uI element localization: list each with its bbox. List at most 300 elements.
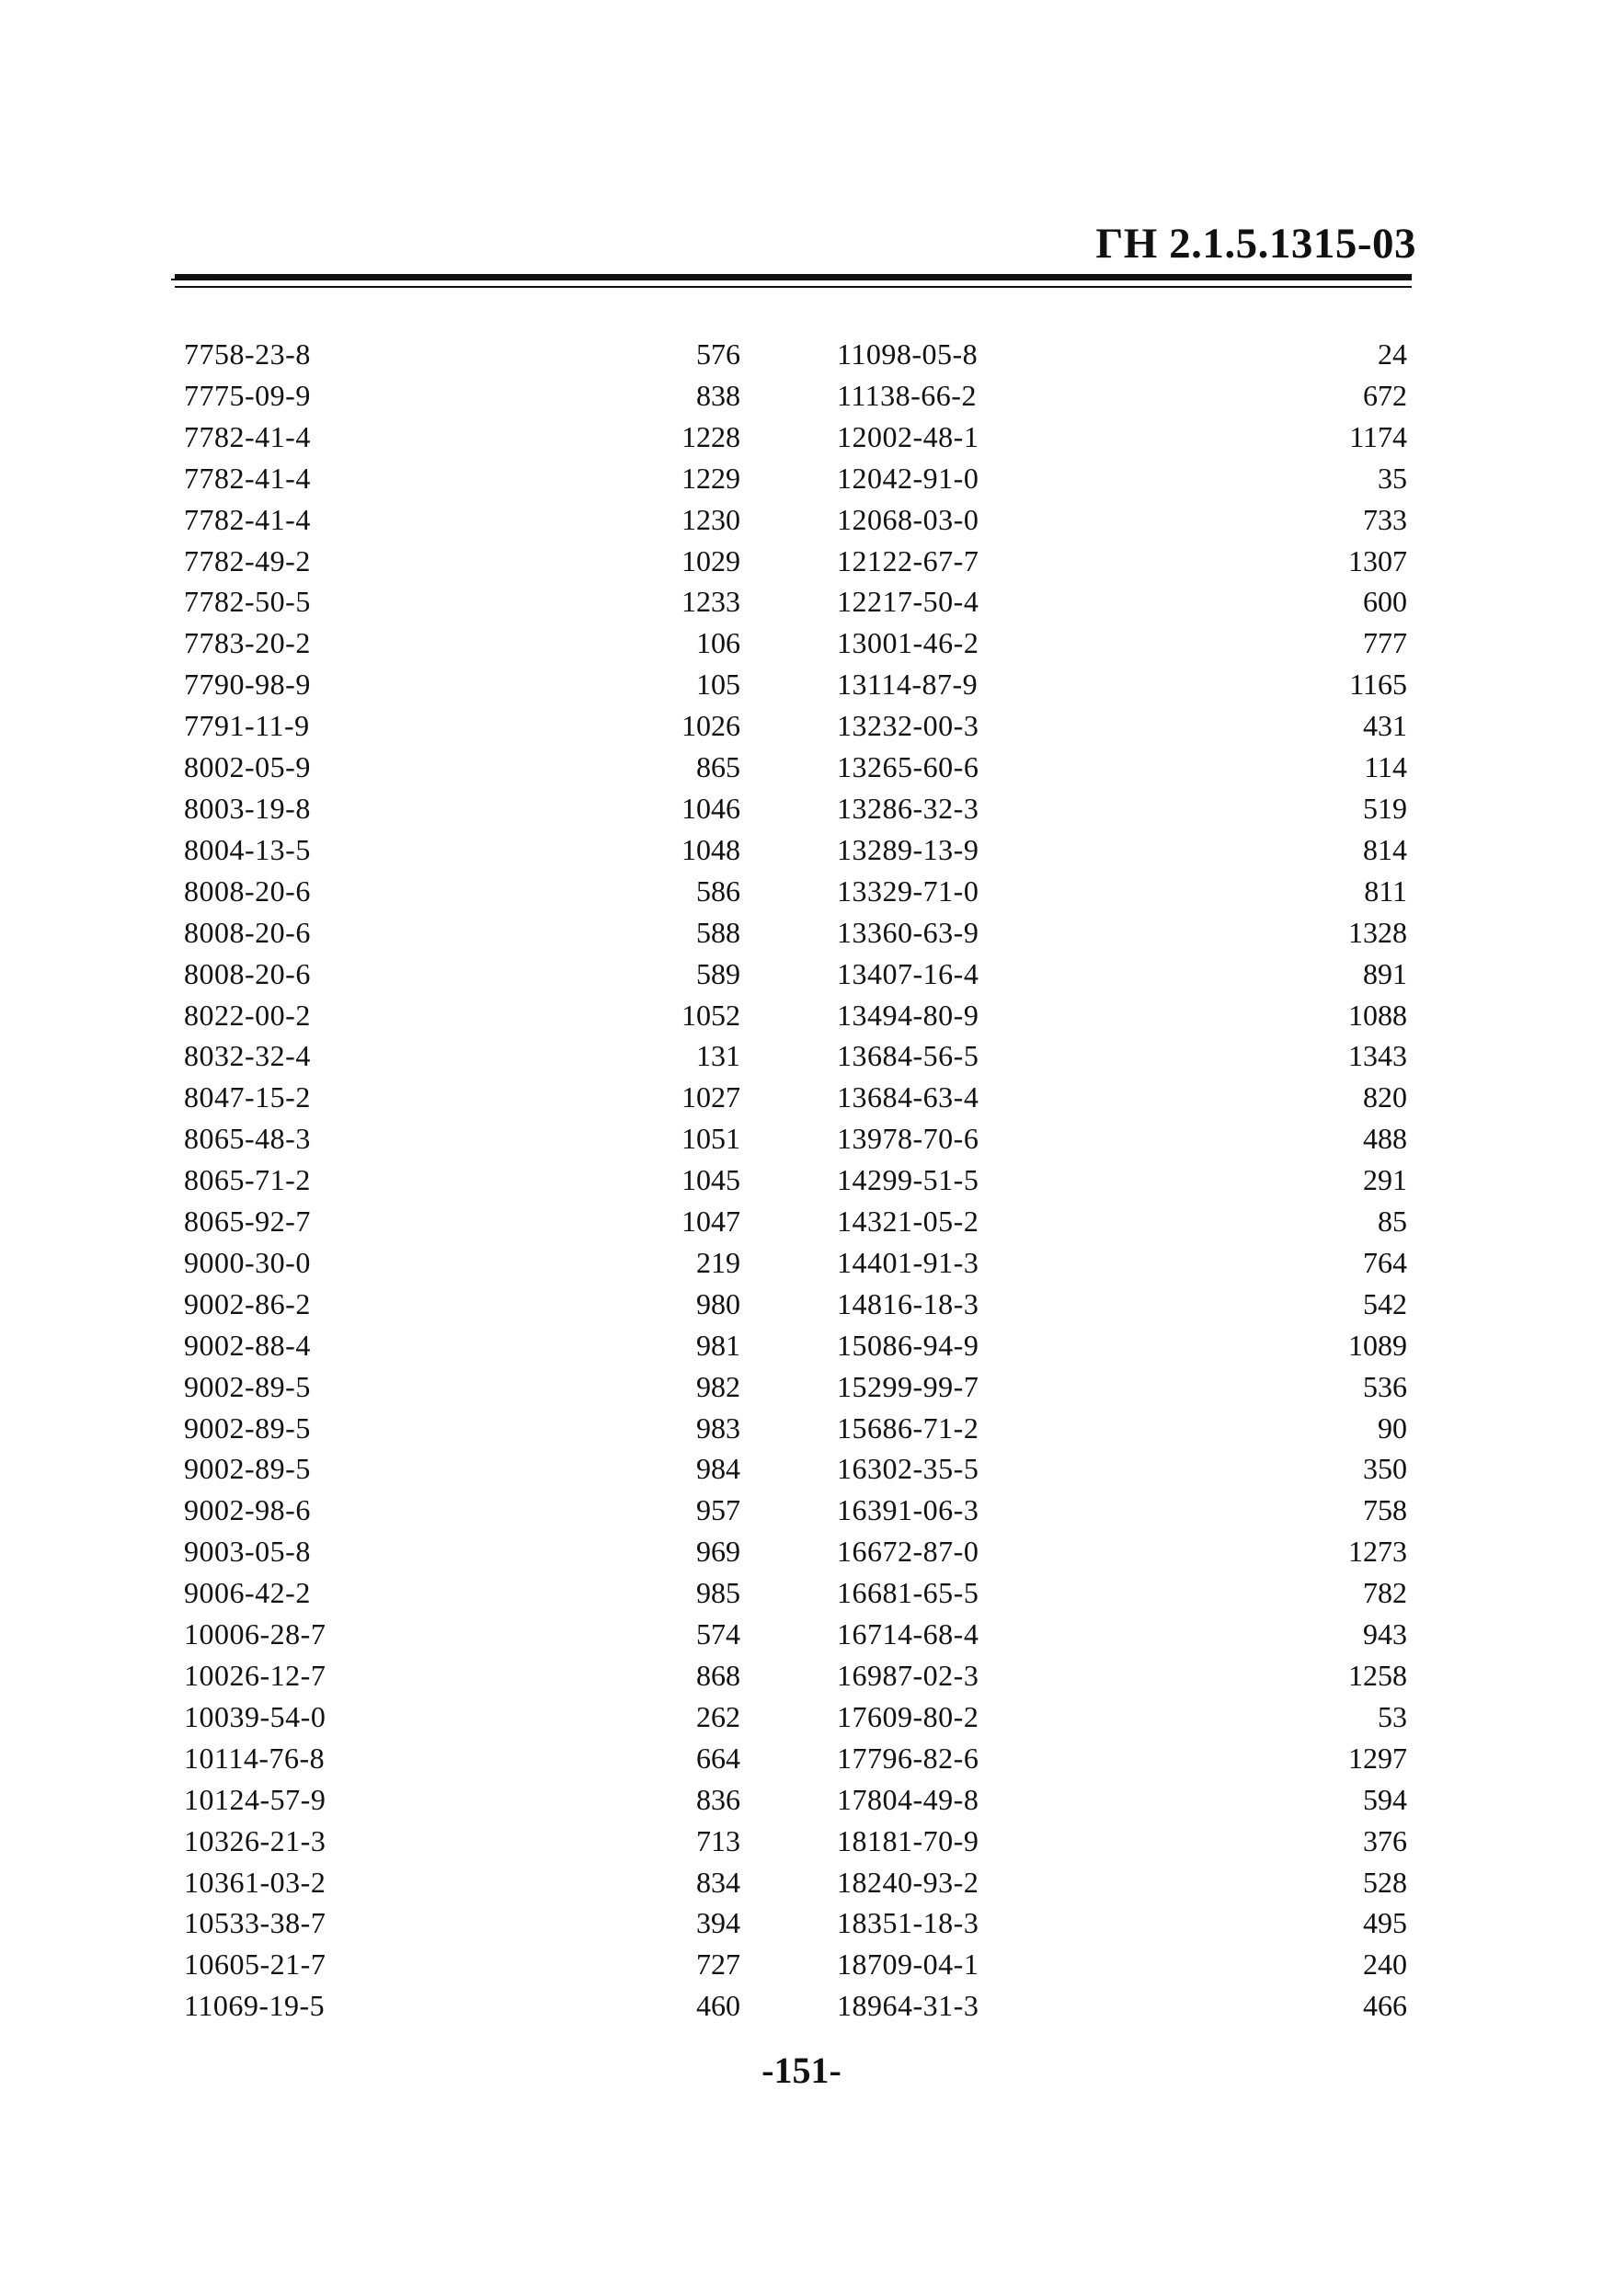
cas-number: 11098-05-8: [837, 337, 979, 371]
row-margin: [1407, 1531, 1603, 1572]
row-margin: [1407, 1985, 1603, 2027]
entry-number: 838: [696, 378, 740, 412]
cas-number: 9002-89-5: [184, 1369, 311, 1403]
cas-number: 9002-86-2: [184, 1286, 311, 1320]
row-margin: [1407, 375, 1603, 417]
cas-number: 12217-50-4: [837, 585, 979, 619]
row-margin: [0, 1902, 184, 1944]
entry-number: 1047: [681, 1205, 740, 1239]
cas-number: 16987-02-3: [837, 1659, 979, 1692]
column-gap: [740, 458, 837, 499]
row-margin: [1407, 1035, 1603, 1077]
row-margin: [1407, 1655, 1603, 1696]
entry-number: 981: [696, 1328, 740, 1362]
column-gap: [740, 1614, 837, 1655]
cas-number: 8003-19-8: [184, 791, 311, 825]
column-gap: [740, 664, 837, 705]
cas-number: 9002-89-5: [184, 1411, 311, 1445]
entry-number: 672: [1363, 378, 1407, 412]
entry-number: 836: [696, 1782, 740, 1816]
entry-number: 519: [1363, 791, 1407, 825]
row-margin: [0, 829, 184, 871]
column-gap: [740, 1944, 837, 1985]
row-margin: [0, 1738, 184, 1779]
cas-number: 12042-91-0: [837, 461, 979, 495]
column-gap: [740, 1572, 837, 1614]
entry-number: 982: [696, 1369, 740, 1403]
row-margin: [0, 458, 184, 499]
entry-number: 594: [1363, 1782, 1407, 1816]
table-row: [0, 1035, 1603, 1077]
cas-number: 18181-70-9: [837, 1823, 979, 1857]
entry-number: 240: [1363, 1948, 1407, 1982]
row-margin: [0, 705, 184, 747]
row-margin: [0, 417, 184, 458]
row-margin: [1407, 995, 1603, 1036]
entry-number: 1328: [1348, 915, 1407, 949]
row-margin: [0, 1284, 184, 1325]
table-row: [0, 1779, 1603, 1821]
row-margin: [0, 912, 184, 954]
row-margin: [0, 581, 184, 623]
entry-number: 114: [1364, 750, 1407, 784]
cas-number: 18351-18-3: [837, 1906, 979, 1940]
table-row: [0, 1366, 1603, 1408]
cas-number: 11069-19-5: [184, 1989, 326, 2023]
row-margin: [0, 375, 184, 417]
entry-number: 53: [1378, 1699, 1407, 1733]
cas-number: 12002-48-1: [837, 419, 979, 453]
row-margin: [0, 1985, 184, 2027]
cas-number: 8065-92-7: [184, 1205, 311, 1239]
cas-number: 7782-49-2: [184, 543, 311, 577]
table-row: [0, 623, 1603, 664]
row-margin: [1407, 1408, 1603, 1449]
cas-number: 10533-38-7: [184, 1906, 326, 1940]
table-row: [0, 1531, 1603, 1572]
row-margin: [0, 1366, 184, 1408]
cas-number: 17609-80-2: [837, 1699, 979, 1733]
row-margin: [0, 1077, 184, 1118]
table-row: [0, 1325, 1603, 1366]
entry-number: 664: [696, 1741, 740, 1775]
column-gap: [740, 1242, 837, 1284]
cas-number: 12122-67-7: [837, 543, 979, 577]
table-row: [0, 499, 1603, 541]
cas-number: 8032-32-4: [184, 1039, 311, 1073]
row-margin: [0, 334, 184, 375]
entry-number: 891: [1363, 956, 1407, 990]
cas-number: 18709-04-1: [837, 1948, 979, 1982]
cas-number: 7758-23-8: [184, 337, 311, 371]
entry-number: 1307: [1348, 543, 1407, 577]
cas-index-rows: [0, 334, 1603, 2027]
row-margin: [0, 954, 184, 995]
entry-number: 106: [696, 626, 740, 660]
entry-number: 984: [696, 1452, 740, 1486]
entry-number: 1230: [681, 502, 740, 536]
column-gap: [740, 581, 837, 623]
column-gap: [740, 334, 837, 375]
entry-number: 291: [1363, 1163, 1407, 1197]
row-margin: [0, 995, 184, 1036]
entry-number: 1089: [1348, 1328, 1407, 1362]
entry-number: 1045: [681, 1163, 740, 1197]
column-gap: [740, 1077, 837, 1118]
cas-number: 14321-05-2: [837, 1205, 979, 1239]
row-margin: [0, 1696, 184, 1738]
column-gap: [740, 1862, 837, 1903]
row-margin: [0, 1572, 184, 1614]
column-gap: [740, 375, 837, 417]
cas-number: 13360-63-9: [837, 915, 979, 949]
row-margin: [1407, 623, 1603, 664]
table-row: [0, 1821, 1603, 1862]
row-margin: [1407, 1201, 1603, 1242]
table-row: [0, 1902, 1603, 1944]
row-margin: [0, 1655, 184, 1696]
cas-number: 17796-82-6: [837, 1741, 979, 1775]
column-gap: [740, 954, 837, 995]
entry-number: 969: [696, 1535, 740, 1569]
entry-number: 24: [1378, 337, 1407, 371]
cas-number: 16681-65-5: [837, 1576, 979, 1610]
column-gap: [740, 1902, 837, 1944]
table-row: [0, 1862, 1603, 1903]
row-margin: [1407, 664, 1603, 705]
row-margin: [1407, 705, 1603, 747]
row-margin: [0, 1242, 184, 1284]
column-gap: [740, 1201, 837, 1242]
cas-number: 8065-48-3: [184, 1122, 311, 1156]
table-row: [0, 1242, 1603, 1284]
cas-number: 10039-54-0: [184, 1699, 326, 1733]
table-row: [0, 1490, 1603, 1531]
row-margin: [0, 1862, 184, 1903]
column-gap: [740, 788, 837, 829]
cas-number: 15299-99-7: [837, 1369, 979, 1403]
table-row: [0, 581, 1603, 623]
row-margin: [1407, 541, 1603, 582]
row-margin: [0, 1325, 184, 1366]
entry-number: 600: [1363, 585, 1407, 619]
row-margin: [0, 664, 184, 705]
entry-number: 1026: [681, 709, 740, 743]
row-margin: [0, 1118, 184, 1159]
row-margin: [1407, 1614, 1603, 1655]
row-margin: [1407, 334, 1603, 375]
cas-number: 8004-13-5: [184, 832, 311, 866]
entry-number: 460: [696, 1989, 740, 2023]
column-gap: [740, 747, 837, 788]
cas-number: 8008-20-6: [184, 874, 311, 908]
column-gap: [740, 1490, 837, 1531]
document-code: ГН 2.1.5.1315-03: [1095, 220, 1416, 268]
cas-number: 8008-20-6: [184, 915, 311, 949]
entry-number: 350: [1363, 1452, 1407, 1486]
row-margin: [0, 788, 184, 829]
row-margin: [0, 1159, 184, 1201]
cas-number: 7775-09-9: [184, 378, 311, 412]
cas-number: 7791-11-9: [184, 709, 310, 743]
cas-number: 13494-80-9: [837, 998, 979, 1032]
row-margin: [1407, 747, 1603, 788]
column-gap: [740, 1655, 837, 1696]
cas-number: 7783-20-2: [184, 626, 311, 660]
cas-number: 16672-87-0: [837, 1535, 979, 1569]
row-margin: [1407, 1159, 1603, 1201]
row-margin: [0, 1035, 184, 1077]
cas-number: 13684-56-5: [837, 1039, 979, 1073]
entry-number: 1233: [681, 585, 740, 619]
table-row: [0, 1118, 1603, 1159]
column-gap: [740, 1531, 837, 1572]
cas-number: 9006-42-2: [184, 1576, 311, 1610]
cas-number: 10114-76-8: [184, 1741, 326, 1775]
row-margin: [1407, 1325, 1603, 1366]
cas-number: 13978-70-6: [837, 1122, 979, 1156]
cas-number: 8008-20-6: [184, 956, 311, 990]
column-gap: [740, 1408, 837, 1449]
column-gap: [740, 623, 837, 664]
column-gap: [740, 912, 837, 954]
cas-number: 14401-91-3: [837, 1245, 979, 1279]
header-rule-thick: [175, 274, 1412, 280]
cas-number: 7782-41-4: [184, 502, 311, 536]
cas-number: 16714-68-4: [837, 1617, 979, 1651]
row-margin: [1407, 1118, 1603, 1159]
row-margin: [0, 1944, 184, 1985]
cas-number: 16302-35-5: [837, 1452, 979, 1486]
row-margin: [1407, 1779, 1603, 1821]
entry-number: 536: [1363, 1369, 1407, 1403]
table-row: [0, 954, 1603, 995]
table-row: [0, 1655, 1603, 1696]
table-row: [0, 1985, 1603, 2027]
row-margin: [1407, 871, 1603, 912]
table-row: [0, 871, 1603, 912]
column-gap: [740, 1325, 837, 1366]
entry-number: 394: [696, 1906, 740, 1940]
table-row: [0, 1408, 1603, 1449]
row-margin: [1407, 499, 1603, 541]
row-margin: [0, 623, 184, 664]
entry-number: 713: [696, 1823, 740, 1857]
row-margin: [1407, 1696, 1603, 1738]
cas-number: 15086-94-9: [837, 1328, 979, 1362]
table-row: [0, 458, 1603, 499]
table-row: [0, 334, 1603, 375]
entry-number: 131: [696, 1039, 740, 1073]
table-row: [0, 375, 1603, 417]
table-row: [0, 1159, 1603, 1201]
entry-number: 1052: [681, 998, 740, 1032]
column-gap: [740, 1985, 837, 2027]
cas-number: 10361-03-2: [184, 1865, 326, 1899]
entry-number: 814: [1363, 832, 1407, 866]
entry-number: 90: [1378, 1411, 1407, 1445]
row-margin: [0, 1614, 184, 1655]
table-row: [0, 788, 1603, 829]
table-row: [0, 747, 1603, 788]
entry-number: 35: [1378, 461, 1407, 495]
entry-number: 727: [696, 1948, 740, 1982]
entry-number: 811: [1364, 874, 1407, 908]
table-row: [0, 664, 1603, 705]
table-row: [0, 1696, 1603, 1738]
cas-number: 10326-21-3: [184, 1823, 326, 1857]
table-row: [0, 829, 1603, 871]
entry-number: 777: [1363, 626, 1407, 660]
entry-number: 782: [1363, 1576, 1407, 1610]
column-gap: [740, 995, 837, 1036]
table-row: [0, 1614, 1603, 1655]
row-margin: [1407, 1862, 1603, 1903]
entry-number: 262: [696, 1699, 740, 1733]
column-gap: [740, 1366, 837, 1408]
cas-number: 9003-05-8: [184, 1535, 311, 1569]
cas-number: 10605-21-7: [184, 1948, 326, 1982]
row-margin: [0, 747, 184, 788]
cas-number: 7782-41-4: [184, 419, 311, 453]
page-number: -151-: [761, 2050, 842, 2091]
entry-number: 980: [696, 1286, 740, 1320]
entry-number: 834: [696, 1865, 740, 1899]
entry-number: 431: [1363, 709, 1407, 743]
cas-index-table: [0, 334, 1603, 2027]
cas-number: 8002-05-9: [184, 750, 311, 784]
cas-number: 9002-89-5: [184, 1452, 311, 1486]
table-row: [0, 1284, 1603, 1325]
row-margin: [1407, 1242, 1603, 1284]
column-gap: [740, 829, 837, 871]
column-gap: [740, 705, 837, 747]
entry-number: 943: [1363, 1617, 1407, 1651]
row-margin: [0, 1490, 184, 1531]
column-gap: [740, 1448, 837, 1490]
cas-number: 11138-66-2: [837, 378, 977, 412]
cas-number: 12068-03-0: [837, 502, 979, 536]
cas-number: 13684-63-4: [837, 1080, 979, 1114]
cas-number: 7782-50-5: [184, 585, 311, 619]
cas-number: 13329-71-0: [837, 874, 979, 908]
table-row: [0, 1572, 1603, 1614]
table-row: [0, 1944, 1603, 1985]
entry-number: 586: [696, 874, 740, 908]
entry-number: 957: [696, 1493, 740, 1527]
column-gap: [740, 1118, 837, 1159]
entry-number: 985: [696, 1576, 740, 1610]
row-margin: [1407, 912, 1603, 954]
entry-number: 1174: [1349, 419, 1407, 453]
entry-number: 85: [1378, 1205, 1407, 1239]
entry-number: 576: [696, 337, 740, 371]
entry-number: 1027: [681, 1080, 740, 1114]
table-row: [0, 705, 1603, 747]
cas-number: 18240-93-2: [837, 1865, 979, 1899]
row-margin: [0, 1779, 184, 1821]
entry-number: 1273: [1348, 1535, 1407, 1569]
cas-number: 13001-46-2: [837, 626, 979, 660]
entry-number: 1229: [681, 461, 740, 495]
row-margin: [1407, 1490, 1603, 1531]
row-margin: [1407, 417, 1603, 458]
cas-number: 13265-60-6: [837, 750, 979, 784]
column-gap: [740, 541, 837, 582]
row-margin: [1407, 581, 1603, 623]
entry-number: 219: [696, 1245, 740, 1279]
entry-number: 820: [1363, 1080, 1407, 1114]
row-margin: [1407, 1366, 1603, 1408]
row-margin: [0, 871, 184, 912]
entry-number: 1029: [681, 543, 740, 577]
row-margin: [1407, 1944, 1603, 1985]
entry-number: 495: [1363, 1906, 1407, 1940]
table-row: [0, 417, 1603, 458]
entry-number: 764: [1363, 1245, 1407, 1279]
cas-number: 18964-31-3: [837, 1989, 979, 2023]
cas-number: 8047-15-2: [184, 1080, 311, 1114]
entry-number: 1165: [1349, 668, 1407, 702]
row-margin: [1407, 1572, 1603, 1614]
column-gap: [740, 871, 837, 912]
cas-number: 13286-32-3: [837, 791, 979, 825]
column-gap: [740, 499, 837, 541]
cas-number: 14299-51-5: [837, 1163, 979, 1197]
row-margin: [0, 1531, 184, 1572]
column-gap: [740, 1159, 837, 1201]
table-row: [0, 995, 1603, 1036]
entry-number: 983: [696, 1411, 740, 1445]
cas-number: 10124-57-9: [184, 1782, 326, 1816]
column-gap: [740, 1035, 837, 1077]
table-row: [0, 1448, 1603, 1490]
entry-number: 1088: [1348, 998, 1407, 1032]
entry-number: 1228: [681, 419, 740, 453]
row-margin: [1407, 788, 1603, 829]
entry-number: 528: [1363, 1865, 1407, 1899]
header-rule-thin: [175, 286, 1412, 288]
entry-number: 758: [1363, 1493, 1407, 1527]
column-gap: [740, 1738, 837, 1779]
cas-number: 13232-00-3: [837, 709, 979, 743]
row-margin: [1407, 954, 1603, 995]
table-row: [0, 1077, 1603, 1118]
row-margin: [0, 541, 184, 582]
table-row: [0, 541, 1603, 582]
entry-number: 105: [696, 668, 740, 702]
column-gap: [740, 1696, 837, 1738]
row-margin: [1407, 1902, 1603, 1944]
entry-number: 1343: [1348, 1039, 1407, 1073]
cas-number: 16391-06-3: [837, 1493, 979, 1527]
entry-number: 733: [1363, 502, 1407, 536]
column-gap: [740, 1779, 837, 1821]
column-gap: [740, 417, 837, 458]
entry-number: 376: [1363, 1823, 1407, 1857]
entry-number: 1297: [1348, 1741, 1407, 1775]
row-margin: [1407, 1738, 1603, 1779]
row-margin: [0, 1821, 184, 1862]
cas-number: 9002-98-6: [184, 1493, 311, 1527]
cas-number: 17804-49-8: [837, 1782, 979, 1816]
row-margin: [0, 499, 184, 541]
cas-number: 15686-71-2: [837, 1411, 979, 1445]
table-row: [0, 1201, 1603, 1242]
table-row: [0, 1738, 1603, 1779]
cas-number: 13407-16-4: [837, 956, 979, 990]
column-gap: [740, 1284, 837, 1325]
